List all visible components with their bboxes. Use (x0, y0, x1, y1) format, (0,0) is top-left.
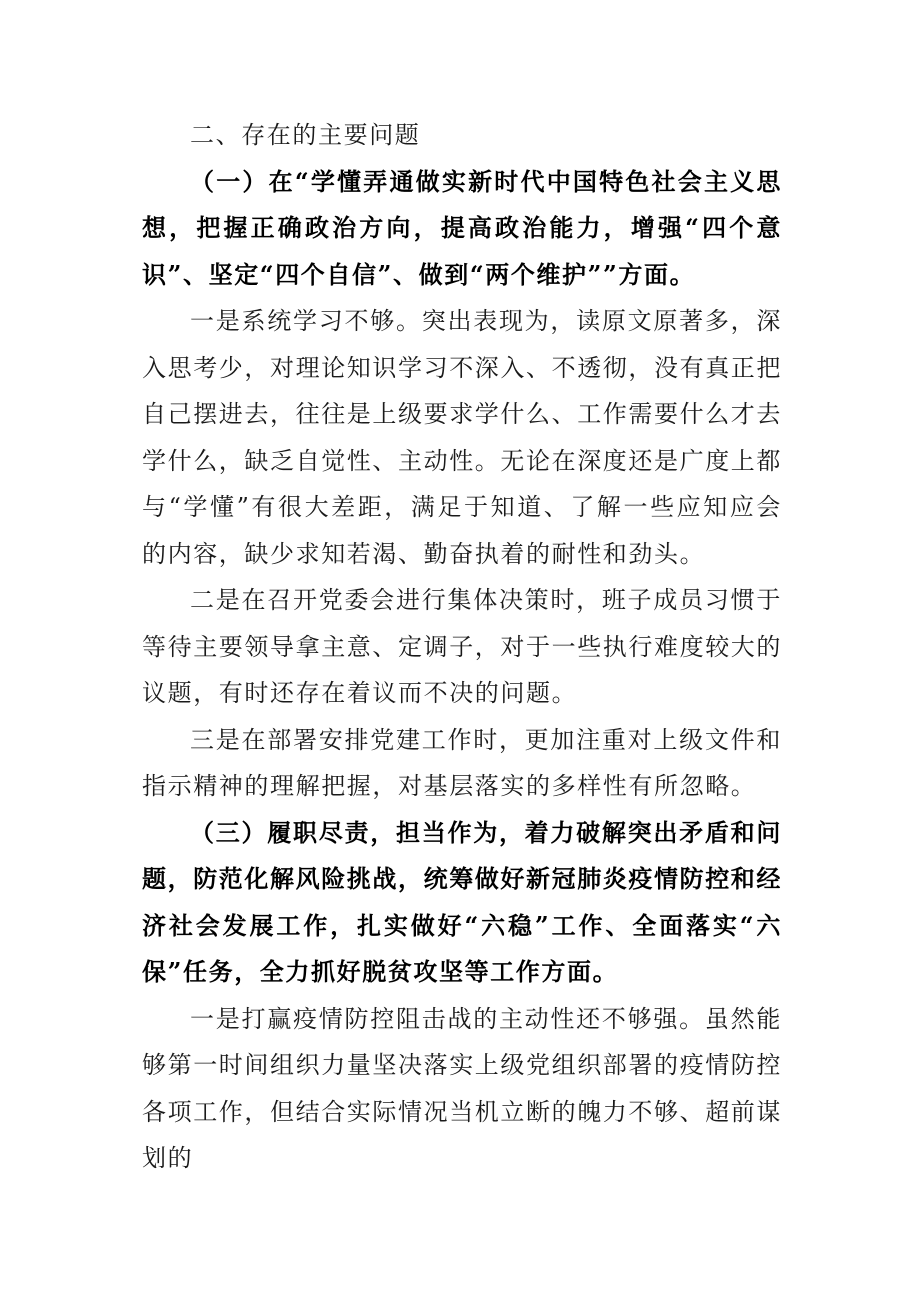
body-paragraph-4: 一是打赢疫情防控阻击战的主动性还不够强。虽然能够第一时间组织力量坚决落实上级党组织部署的疫情防控各项工作，但结合实际情况当机立断的魄力不够、超前谋划的 (142, 1004, 782, 1172)
body-paragraph-2: 二是在召开党委会进行集体决策时，班子成员习惯于等待主要领导拿主意、定调子，对于一些执行难度较大的议题，有时还存在着议而不决的问题。 (142, 586, 782, 707)
subsection-heading-3: （三）履职尽责，担当作为，着力破解突出矛盾和问题，防范化解风险挑战，统筹做好新冠肺炎疫情防控和经济社会发展工作，扎实做好“六稳”工作、全面落实“六保”任务，全力抓好脱贫攻坚等工作方面。 (142, 817, 782, 986)
body-paragraph-3: 三是在部署安排党建工作时，更加注重对上级文件和指示精神的理解把握，对基层落实的多样性有所忽略。 (142, 725, 782, 800)
section-heading: 二、存在的主要问题 (190, 121, 421, 149)
body-paragraph-1: 一是系统学习不够。突出表现为，读原文原著多，深入思考少，对理论知识学习不深入、不透彻，没有真正把自己摆进去，往往是上级要求学什么、工作需要什么才去学什么，缺乏自觉性、主动性。无论在深度还是广度上都与“学懂”有很大差距，满足于知道、了解一些应知应会的内容，缺少求知若渴、勤奋执着的耐性和劲头。 (142, 307, 782, 568)
subsection-heading-1: （一）在“学懂弄通做实新时代中国特色社会主义思想，把握正确政治方向，提高政治能力，增强“四个意识”、坚定“四个自信”、做到“两个维护””方面。 (142, 166, 782, 289)
document-body (142, 112, 782, 1182)
